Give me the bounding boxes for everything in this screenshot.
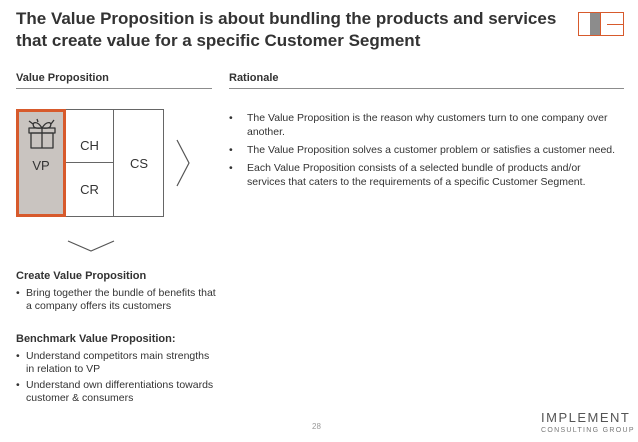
canvas-cell-vp [16, 109, 66, 217]
rationale-list [229, 111, 621, 193]
page-number: 28 [312, 422, 321, 431]
section-header-value-proposition: Value Proposition [16, 72, 109, 84]
canvas-label-cr: CR [80, 182, 99, 197]
list-item: • Bring together the bundle of benefits that a company offers its customers [16, 287, 216, 313]
chevron-right-icon [175, 138, 191, 188]
brand-subtitle: CONSULTING GROUP [541, 427, 635, 434]
chevron-down-icon [66, 239, 116, 253]
rationale-item: • The Value Proposition solves a customer problem or satisfies a customer need. [229, 143, 621, 157]
create-vp-heading: Create Value Proposition [16, 270, 147, 282]
canvas-cell-ch [65, 109, 114, 163]
canvas-label-cs: CS [129, 156, 149, 171]
canvas-cell-cr [65, 162, 114, 217]
benchmark-vp-list [16, 350, 216, 408]
gift-icon [27, 118, 57, 150]
rationale-item: • The Value Proposition is the reason why customers turn to one company over another. [229, 111, 621, 139]
benchmark-vp-heading: Benchmark Value Proposition: [16, 333, 176, 345]
list-item: • Understand own differentiations towards customer & consumers [16, 379, 216, 405]
canvas-label-vp: VP [32, 158, 50, 173]
list-item: • Understand competitors main strengths in relation to VP [16, 350, 216, 376]
page-title: The Value Proposition is about bundling the products and services that create value for a specific Customer Segment [16, 9, 557, 50]
header-rule-left [16, 88, 212, 89]
brand-name: IMPLEMENT [541, 410, 631, 425]
create-vp-list [16, 287, 216, 316]
section-header-rationale: Rationale [229, 72, 279, 84]
header-rule-right [229, 88, 624, 89]
brand-logo-mark [578, 12, 624, 36]
canvas-label-ch: CH [80, 138, 99, 153]
rationale-item: • Each Value Proposition consists of a selected bundle of products and/or services that caters to the requirements of a specific Customer Segment. [229, 161, 621, 189]
